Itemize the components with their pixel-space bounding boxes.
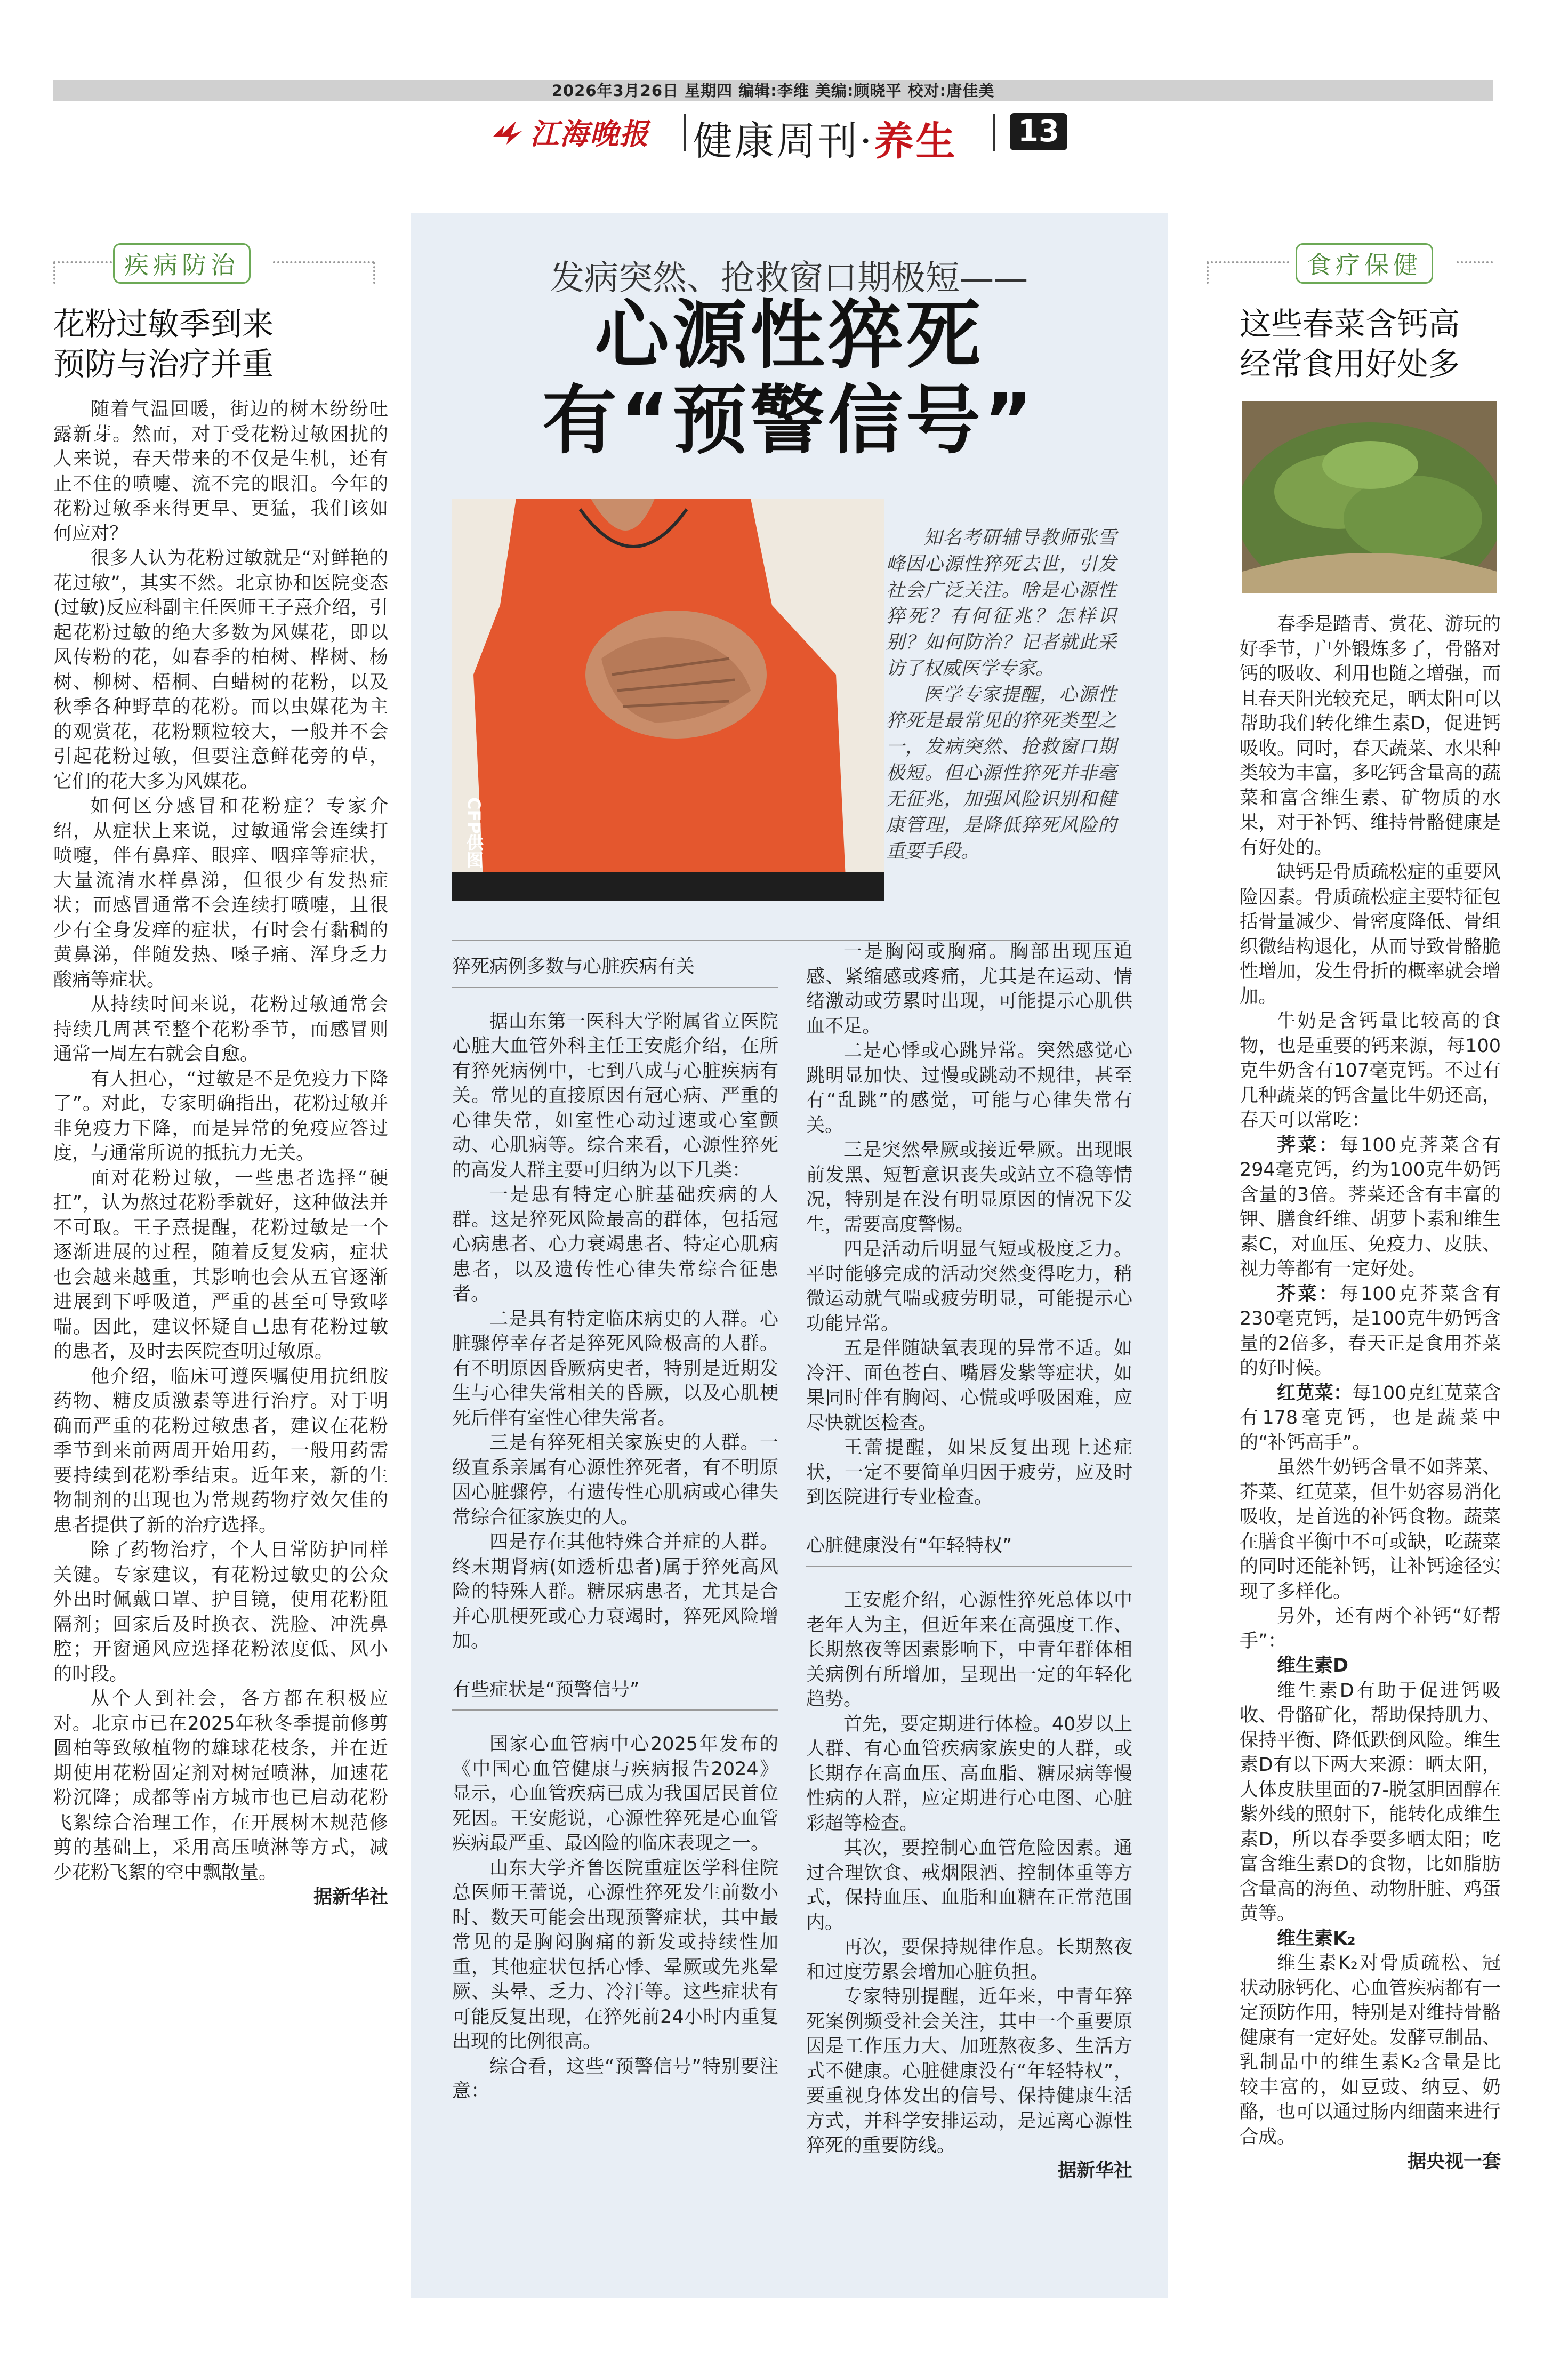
center-subhead-3: 心脏健康没有“年轻特权” [806, 1535, 1012, 1556]
center-column-2 [806, 940, 1132, 2183]
vitamin-d-text: 维生素D有助于促进钙吸收、骨骼矿化，帮助保持肌力、保持平衡、降低跌倒风险。维生素D有以下两大来源：晒太阳，人体皮肤里面的7-脱氢胆固醇在紫外线的照射下，能转化成维生素D，所以春季要多晒太阳；吃富含维生素D的食物，比如脂肪含量高的海鱼、动物肝脏、鸡蛋黄等。 [1240, 1680, 1501, 1924]
veg-item-shepherds-purse [1240, 1133, 1501, 1282]
center-paragraph: 山东大学齐鲁医院重症医学科住院总医师王蕾说，心源性猝死发生前数小时、数天可能会出现预警症状，其中最常见的是胸闷胸痛的新发或持续性加重，其他症状包括心悸、晕厥或先兆晕厥、头晕、乏力、冷汗等。这些症状有可能反复出现，在猝死前24小时内重复出现的比例很高。 [452, 1857, 778, 2052]
section-title-dot: · [859, 118, 874, 164]
veg-item-mustard [1240, 1282, 1501, 1381]
tag-bracket-right [1207, 262, 1209, 284]
right-paragraph: 缺钙是骨质疏松症的重要风险因素。骨质疏松症主要特征包括骨量减少、骨密度降低、骨组织微结构退化，从而导致骨骼脆性增加，发生骨折的概率就会增加。 [1240, 862, 1501, 1007]
photo-credit: CFP供图 [464, 797, 484, 868]
center-paragraph: 四是存在其他特殊合并症的人群。终末期肾病(如透析患者)属于猝死高风险的特殊人群。糖尿病患者，尤其是合并心肌梗死或心力衰竭时，猝死风险增加。 [452, 1531, 778, 1652]
tag-dotline-right-a [1207, 261, 1289, 263]
right-headline [1240, 304, 1517, 384]
chest-pain-illustration-icon [452, 499, 884, 901]
veg-name: 红苋菜： [1277, 1382, 1353, 1404]
center-subhead-1: 猝死病例多数与心脏疾病有关 [452, 956, 695, 977]
section-tag-disease: 疾病防治 [113, 243, 251, 284]
subhead-rule [452, 987, 778, 988]
vitamin-k2-title: 维生素K₂ [1277, 1928, 1356, 1949]
center-source: 据新华社 [1057, 2160, 1132, 2181]
center-title-line2: 有“预警信号” [542, 378, 1036, 464]
center-paragraph: 首先，要定期进行体检。40岁以上人群、有心血管疾病家族史的人群，或长期存在高血压、高血脂、糖尿病等慢性病的人群，应定期进行心电图、心脏彩超等检查。 [806, 1713, 1132, 1834]
right-source: 据央视一套 [1407, 2151, 1501, 2172]
left-paragraph: 他介绍，临床可遵医嘱使用抗组胺药物、糖皮质激素等进行治疗。对于明确而严重的花粉过敏患者，建议在花粉季节到来前两周开始用药，一般用药需要持续到花粉季结束。近年来，新的生物制剂的出现也为常规药物疗效欠佳的患者提供了新的治疗选择。 [53, 1366, 388, 1536]
center-kicker: 发病突然、抢救窗口期极短—— [550, 259, 1028, 298]
left-headline-line1: 花粉过敏季到来 [53, 306, 274, 342]
center-intro [886, 525, 1116, 865]
center-subhead-2: 有些症状是“预警信号” [452, 1679, 640, 1700]
center-paragraph: 五是伴随缺氧表现的异常不适。如冷汗、面色苍白、嘴唇发紫等症状，如果同时伴有胸闷、心慌或呼吸困难，应尽快就医检查。 [806, 1338, 1132, 1434]
subhead-rule [452, 1709, 778, 1711]
left-article-body [53, 397, 388, 1910]
left-paragraph: 面对花粉过敏，一些患者选择“硬扛”，认为熬过花粉季就好，这种做法并不可取。王子熹提醒，花粉过敏是一个逐渐进展的过程，随着反复发病，症状也会越来越重，其影响也会从五官逐渐进展到下呼吸道，严重的甚至可导致哮喘。因此，建议怀疑自己患有花粉过敏的患者，及时去医院查明过敏原。 [53, 1167, 388, 1362]
center-paragraph: 一是患有特定心脏基础疾病的人群。这是猝死风险最高的群体，包括冠心病患者、心力衰竭患者、特定心肌病患者，以及遗传性心律失常综合征患者。 [452, 1184, 778, 1305]
right-paragraph: 虽然牛奶钙含量不如荠菜、芥菜、红苋菜，但牛奶容易消化吸收，是首选的补钙食物。蔬菜在膳食平衡中不可或缺，吃蔬菜的同时还能补钙，让补钙途径实现了多样化。 [1240, 1457, 1501, 1602]
center-paragraph: 二是具有特定临床病史的人群。心脏骤停幸存者是猝死风险极高的人群。有不明原因昏厥病史者，特别是近期发生与心律失常相关的昏厥，以及心肌梗死后伴有室性心律失常者。 [452, 1308, 778, 1429]
left-paragraph: 除了药物治疗，个人日常防护同样关键。专家建议，有花粉过敏史的公众外出时佩戴口罩、护目镜，使用花粉阻隔剂；回家后及时换衣、洗脸、冲洗鼻腔；开窗通风应选择花粉浓度低、风小的时段。 [53, 1539, 388, 1685]
center-paragraph: 专家特别提醒，近年来，中青年猝死案例频受社会关注，其中一个重要原因是工作压力大、加班熬夜多、生活方式不健康。心脏健康没有“年轻特权”，要重视身体发出的信号、保持健康生活方式，并科学安排运动，是远离心源性猝死的重要防线。 [806, 1986, 1132, 2156]
veg-text: 每100克芥菜含有230毫克钙，是100克牛奶钙含量的2倍多，春天正是食用芥菜的好时候。 [1240, 1283, 1501, 1379]
center-paragraph: 据山东第一医科大学附属省立医院心脏大血管外科主任王安彪介绍，在所有猝死病例中，七到八成与心脏疾病有关。常见的直接原因有冠心病、严重的心律失常，如室性心动过速或心室颤动、心肌病等。综合来看，心源性猝死的高发人群主要可归纳为以下几类： [452, 1010, 778, 1181]
section-title-main: 健康周刊 [693, 118, 859, 164]
center-paragraph: 四是活动后明显气短或极度乏力。平时能够完成的活动突然变得吃力，稍微运动就气喘或疲劳明显，可能提示心功能异常。 [806, 1239, 1132, 1335]
right-paragraph: 牛奶是含钙量比较高的食物，也是重要的钙来源，每100克牛奶含有107毫克钙。不过有几种蔬菜的钙含量比牛奶还高，春天可以常吃： [1240, 1010, 1501, 1131]
masthead-divider-2 [993, 114, 995, 151]
right-paragraph: 另外，还有两个补钙“好帮手”： [1240, 1606, 1501, 1652]
left-paragraph: 有人担心，“过敏是不是免疫力下降了”。对此，专家明确指出，花粉过敏并非免疫力下降，而是异常的免疫应答过度，与通常所说的抵抗力无关。 [53, 1068, 388, 1164]
center-column-1 [452, 954, 778, 2104]
right-headline-line1: 这些春菜含钙高 [1240, 306, 1460, 342]
veg-name: 荠菜： [1277, 1134, 1340, 1156]
center-paragraph: 一是胸闷或胸痛。胸部出现压迫感、紧缩感或疼痛，尤其是在运动、情绪激动或劳累时出现，可能提示心肌供血不足。 [806, 941, 1132, 1037]
swallow-logo-icon [490, 116, 525, 148]
left-paragraph: 从个人到社会，各方都在积极应对。北京市已在2025年秋冬季提前修剪圆柏等致敏植物的雄球花枝条，并在近期使用花粉固定剂对树冠喷淋，加速花粉沉降；成都等南方城市也已启动花粉飞絮综合治理工作，在开展树木规范修剪的基础上，采用高压喷淋等方式，减少花粉飞絮的空中飘散量。 [53, 1688, 388, 1883]
center-intro-paragraph: 知名考研辅导教师张雪峰因心源性猝死去世，引发社会广泛关注。啥是心源性猝死？有何征兆？怎样识别？如何防治？记者就此采访了权威医学专家。 [886, 527, 1116, 679]
newspaper-logo [490, 113, 688, 150]
top-info-bar [53, 80, 1493, 101]
issue-info-line: 2026年3月26日 星期四 编辑:李维 美编:顾晓平 校对:唐佳美 [551, 82, 995, 100]
subhead-rule [806, 1566, 1132, 1567]
center-paragraph: 三是突然晕厥或接近晕厥。出现眼前发黑、短暂意识丧失或站立不稳等情况，特别是在没有明显原因的情况下发生，需要高度警惕。 [806, 1139, 1132, 1235]
center-title-line1: 心源性猝死 [594, 292, 984, 379]
center-paragraph: 二是心悸或心跳异常。突然感觉心跳明显加快、过慢或跳动不规律，甚至有“乱跳”的感觉，可能与心律失常有关。 [806, 1040, 1132, 1136]
center-paragraph: 王安彪介绍，心源性猝死总体以中老年人为主，但近年来在高强度工作、长期熬夜等因素影响下，中青年群体相关病例有所增加，呈现出一定的年轻化趋势。 [806, 1590, 1132, 1710]
page-number-badge: 13 [1010, 113, 1067, 150]
veg-item-amaranth [1240, 1381, 1501, 1456]
left-paragraph: 如何区分感冒和花粉症？专家介绍，从症状上来说，过敏通常会连续打喷嚏，伴有鼻痒、眼痒、咽痒等症状，大量流清水样鼻涕，但很少有发热症状；而感冒通常不会连续打喷嚏，且很少有全身发痒的症状，有时会有黏稠的黄鼻涕，伴随发热、嗓子痛、浑身乏力酸痛等症状。 [53, 796, 388, 991]
tag-bracket-left-end [373, 262, 375, 284]
masthead-divider [684, 114, 686, 151]
tag-dotline-left-a [53, 261, 112, 263]
section-tag-diet: 食疗保健 [1296, 243, 1433, 284]
right-headline-line2: 经常食用好处多 [1240, 346, 1460, 382]
section-title [693, 110, 958, 166]
center-intro-paragraph: 医学专家提醒，心源性猝死是最常见的猝死类型之一，发病突然、抢救窗口期极短。但心源性猝死并非毫无征兆，加强风险识别和健康管理，是降低猝死风险的重要手段。 [886, 684, 1116, 862]
tag-dotline-left-b [273, 261, 374, 263]
center-paragraph: 综合看，这些“预警信号”特别要注意： [452, 2056, 778, 2102]
left-headline [53, 304, 384, 384]
vegetable-basket-icon [1242, 401, 1497, 593]
veg-text: 每100克红苋菜含有178毫克钙，也是蔬菜中的“补钙高手”。 [1240, 1382, 1501, 1454]
veg-name: 芥菜： [1277, 1283, 1340, 1305]
heart-attack-photo [452, 499, 884, 901]
left-paragraph: 很多人认为花粉过敏就是“对鲜艳的花过敏”，其实不然。北京协和医院变态(过敏)反应科副主任医师王子熹介绍，引起花粉过敏的绝大多数为风媒花，即以风传粉的花，如春季的柏树、桦树、杨树、柳树、梧桐、白蜡树的花粉，以及秋季各种野草的花粉。而以虫媒花为主的观赏花，花粉颗粒较大，一般并不会引起花粉过敏，但要注意鲜花旁的草，它们的花大多为风媒花。 [53, 548, 388, 792]
center-paragraph: 再次，要保持规律作息。长期熬夜和过度劳累会增加心脏负担。 [806, 1937, 1132, 1983]
left-paragraph: 从持续时间来说，花粉过敏通常会持续几周甚至整个花粉季节，而感冒则通常一周左右就会自愈。 [53, 994, 388, 1065]
center-paragraph: 三是有猝死相关家族史的人群。一级直系亲属有心源性猝死者，有不明原因心脏骤停，有遗传性心肌病或心律失常综合征家族史的人。 [452, 1432, 778, 1528]
left-source: 据新华社 [313, 1887, 388, 1908]
tag-dotline-right-b [1457, 261, 1493, 263]
left-headline-line2: 预防与治疗并重 [53, 346, 274, 382]
center-paragraph: 国家心血管病中心2025年发布的《中国心血管健康与疾病报告2024》显示，心血管疾病已成为我国居民首位死因。王安彪说，心源性猝死是心血管疾病最严重、最凶险的临床表现之一。 [452, 1733, 778, 1854]
section-title-sub: 养生 [874, 118, 958, 164]
vitamin-k2-text: 维生素K₂对骨质疏松、冠状动脉钙化、心血管疾病都有一定预防作用，特别是对维持骨骼健康有一定好处。发酵豆制品、乳制品中的维生素K₂含量是比较丰富的，如豆豉、纳豆、奶酪，也可以通过肠内细菌来进行合成。 [1240, 1953, 1501, 2148]
veg-text: 每100克荠菜含有294毫克钙，约为100克牛奶钙含量的3倍。荠菜还含有丰富的钾、膳食纤维、胡萝卜素和维生素C，对血压、免疫力、皮肤、视力等都有一定好处。 [1240, 1134, 1501, 1280]
spring-vegetables-photo [1242, 401, 1497, 593]
logo-text: 江海晚报 [530, 116, 649, 151]
center-paragraph: 王蕾提醒，如果反复出现上述症状，一定不要简单归因于疲劳，应及时到医院进行专业检查。 [806, 1437, 1132, 1508]
tag-bracket-left [53, 262, 55, 284]
vitamin-d-title: 维生素D [1277, 1655, 1349, 1676]
right-article-body [1240, 612, 1501, 2174]
center-paragraph: 其次，要控制心血管危险因素。通过合理饮食、戒烟限酒、控制体重等方式，保持血压、血脂和血糖在正常范围内。 [806, 1837, 1132, 1933]
left-paragraph: 随着气温回暖，街边的树木纷纷吐露新芽。然而，对于受花粉过敏困扰的人来说，春天带来的不仅是生机，还有止不住的喷嚏、流不完的眼泪。今年的花粉过敏季来得更早、更猛，我们该如何应对？ [53, 399, 388, 544]
right-paragraph: 春季是踏青、赏花、游玩的好季节，户外锻炼多了，骨骼对钙的吸收、利用也随之增强，而且春天阳光较充足，晒太阳可以帮助我们转化维生素D，促进钙吸收。同时，春天蔬菜、水果种类较为丰富，多吃钙含量高的蔬菜和富含维生素、矿物质的水果，对于补钙、维持骨骼健康是有好处的。 [1240, 614, 1501, 858]
